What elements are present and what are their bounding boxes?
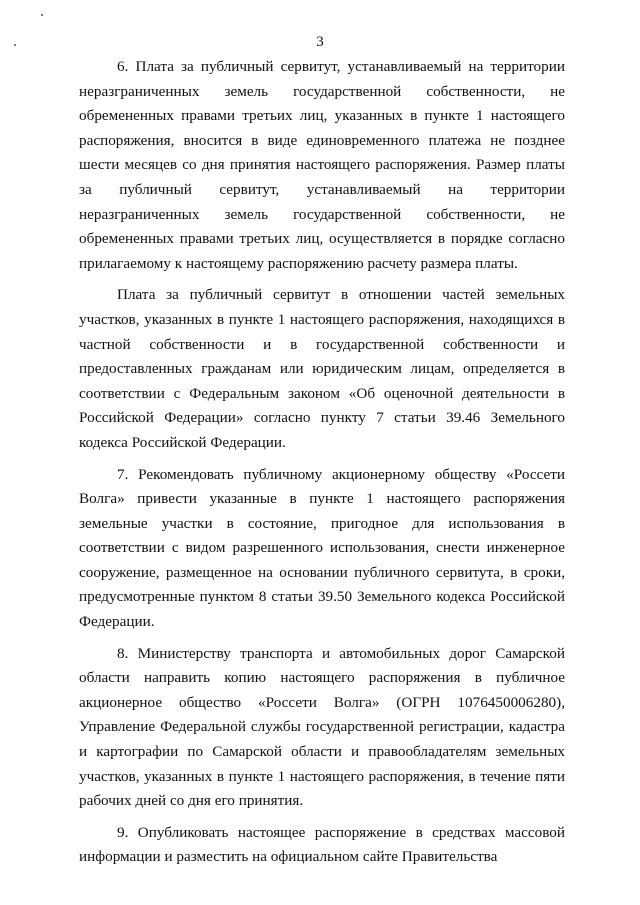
paragraph-payment-private-land: Плата за публичный сервитут в отношении частей земельных участков, указанных в пункте 1 настоящего распоряжения, находящихся в частной собственности и в государственной собственности и предоставленных гражданам или юридическим лицам, определяется в соответствии с Федеральным законом «Об оценочной деятельности в Российской Федерации» согласно пункту 7 статьи 39.46 Земельного кодекса Российской Федерации.: [79, 286, 565, 451]
paragraph-item-8-ministry: 8. Министерству транспорта и автомобильных дорог Самарской области направить копию настоящего распоряжения в публичное акционерное общество «Россети Волга» (ОГРН 1076450006280), Управление Федеральной службы государственной регистрации, кадастра и картографии по Самарской области и правообладателям земельных участков, указанных в пункте 1 настоящего распоряжения, в течение пяти рабочих дней со дня его принятия.: [79, 644, 565, 810]
page-number: 3: [316, 34, 324, 50]
paragraph-item-6-payment: 6. Плата за публичный сервитут, устанавливаемый на территории неразграниченных земель государственной собственности, не обремененных правами третьих лиц, указанных в пункте 1 настоящего распоряжения, вносится в виде единовременного платежа не позднее шести месяцев со дня принятия настоящего распоряжения. Размер платы за публичный сервитут, устанавливаемый на территории неразграниченных земель государственной собственности, не обремененных правами третьих лиц, осуществляется в порядке согласно прилагаемому к настоящему распоряжению расчету размера платы.: [79, 58, 565, 272]
paragraph-item-7-rosseti: 7. Рекомендовать публичному акционерному обществу «Россети Волга» привести указанные в пункте 1 настоящего распоряжения земельные участки в состояние, пригодное для использования в соответствии с видом разрешенного использования, снести инженерное сооружение, размещенное на основании публичного сервитута, в сроки, предусмотренные пунктом 8 статьи 39.50 Земельного кодекса Российской Федерации.: [79, 465, 565, 631]
document-body: [79, 55, 565, 877]
paragraph-item-9-publish: 9. Опубликовать настоящее распоряжение в средствах массовой информации и разместить на официальном сайте Правительства: [79, 823, 565, 866]
scan-speck: [41, 14, 43, 16]
